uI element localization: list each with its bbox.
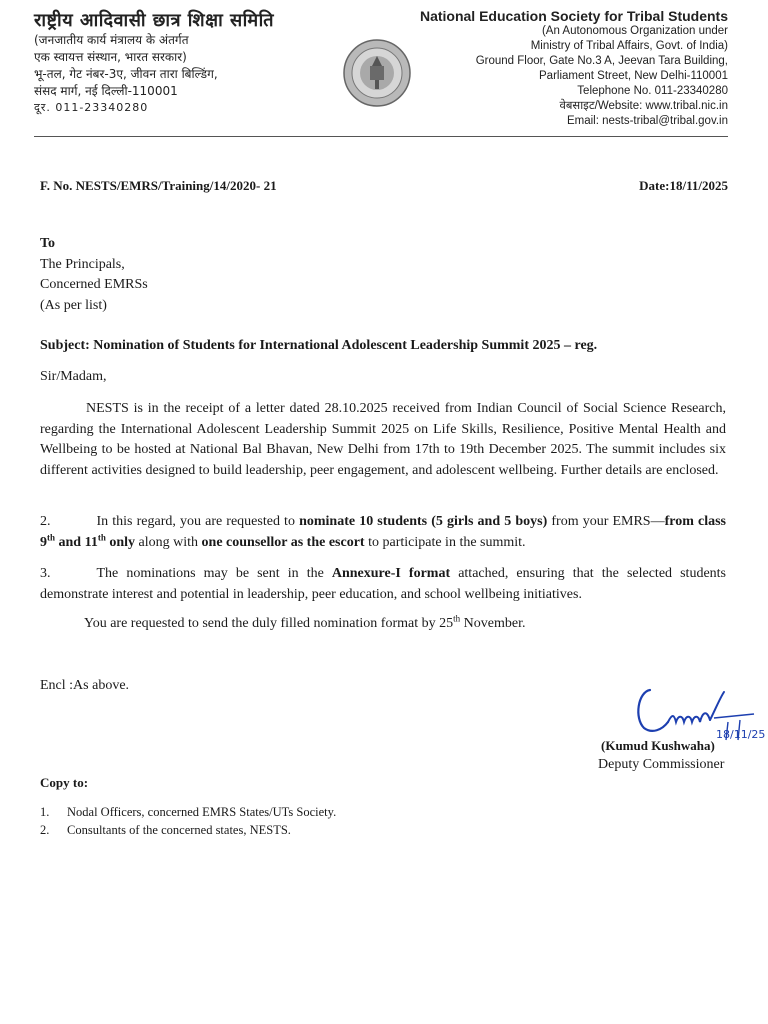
org-address-1: Ground Floor, Gate No.3 A, Jeevan Tara Building, (475, 55, 728, 67)
paragraph-2-bold: from class 9 (40, 514, 726, 550)
salutation: Sir/Madam, (40, 369, 107, 384)
paragraph-3-text: attached, ensuring that the selected students demonstrate interest and potential in leadership, peer education, and school wellbeing initiatives. (40, 566, 726, 602)
hindi-address-1: भू-तल, गेट नंबर-3ए, जीवन तारा बिल्डिंग, (34, 67, 218, 81)
letter-date: Date:18/11/2025 (639, 178, 728, 193)
addressee-line-3: (As per list) (40, 297, 107, 313)
paragraph-1-text: NESTS is in the receipt of a letter dated 28.10.2025 received from Indian Council of Social Science Research, regarding the International Adolescent Leadership Summit 2025 on Life Skills, Resilience, Positive Mental Health and Wellbeing to be hosted at National Bal Bhavan, New Delhi from 17th to 19th December 2025. The summit includes six different activities designed to build leadership, peer engagement, and adolescent wellbeing. Further details are enclosed. (40, 401, 726, 478)
enclosure-note: Encl :As above. (40, 678, 130, 693)
paragraph-2-text: In this regard, you are requested to (96, 514, 300, 529)
letterhead-english (420, 8, 728, 129)
addressee-line-1: The Principals, (40, 256, 125, 272)
paragraph-2-bold: one counsellor as the escort (201, 534, 365, 550)
nests-emblem-icon (342, 38, 412, 108)
list-item-number: 2. (40, 823, 50, 837)
paragraph-2-text: from your EMRS— (547, 514, 665, 529)
paragraph-2-bold: and 11 (55, 534, 98, 550)
letterhead-divider (34, 136, 728, 137)
file-number: F. No. NESTS/EMRS/Training/14/2020- 21 (40, 178, 277, 193)
addressee-block (40, 234, 340, 316)
copy-to-heading: Copy to: (40, 775, 89, 790)
paragraph-2-number: 2. (40, 514, 51, 529)
paragraph-2-text: along with (135, 534, 202, 550)
org-title: National Education Society for Tribal Students (419, 8, 728, 24)
paragraph-1 (40, 399, 726, 481)
list-item-number: 1. (40, 805, 50, 819)
org-website: वेबसाइट/Website: www.tribal.nic.in (559, 100, 728, 112)
hindi-org-title: राष्ट्रीय आदिवासी छात्र शिक्षा समिति (34, 10, 275, 31)
list-item (40, 803, 540, 821)
paragraph-3-number: 3. (40, 566, 51, 581)
list-item (40, 821, 540, 839)
paragraph-3-bold: Annexure-I format (331, 566, 451, 581)
hindi-line-2: एक स्वायत्त संस्थान, भारत सरकार) (34, 50, 187, 64)
org-subtitle-1: (An Autonomous Organization under (541, 25, 728, 37)
superscript: th (47, 531, 56, 542)
list-item-text: Nodal Officers, concerned EMRS States/UTs Society. (67, 805, 337, 819)
paragraph-2-bold: only (105, 534, 136, 550)
paragraph-3 (40, 564, 726, 605)
org-email: Email: nests-tribal@tribal.gov.in (566, 115, 728, 127)
paragraph-4-text: You are requested to send the duly filled nomination format by 25 (84, 616, 454, 631)
hindi-phone: दूर. 011-23340280 (34, 101, 149, 114)
signer-name: (Kumud Kushwaha) (601, 738, 715, 753)
superscript: th (97, 531, 106, 542)
hindi-line-1: (जनजातीय कार्य मंत्रालय के अंतर्गत (34, 33, 189, 47)
org-address-2: Parliament Street, New Delhi-110001 (539, 70, 728, 82)
paragraph-3-text: The nominations may be sent in the (96, 566, 332, 581)
paragraph-2-bold: nominate 10 students (5 girls and 5 boys) (299, 514, 548, 529)
copy-to-list (40, 803, 540, 839)
superscript: th (453, 613, 461, 624)
hindi-address-2: संसद मार्ग, नई दिल्ली-110001 (34, 84, 178, 98)
signer-designation: Deputy Commissioner (598, 757, 725, 772)
org-telephone: Telephone No. 011-23340280 (577, 85, 728, 97)
addressee-line-2: Concerned EMRSs (40, 277, 148, 292)
to-label: To (40, 236, 56, 251)
paragraph-2 (40, 512, 726, 553)
paragraph-4-text: November. (460, 616, 526, 631)
svg-text:18/11/25: 18/11/25 (716, 728, 766, 741)
paragraph-2-text: to participate in the summit. (364, 534, 526, 550)
paragraph-4 (84, 614, 724, 635)
list-item-text: Consultants of the concerned states, NESTS. (67, 823, 291, 837)
letter-subject: Subject: Nomination of Students for International Adolescent Leadership Summit 2025 – reg. (40, 338, 598, 353)
org-subtitle-2: Ministry of Tribal Affairs, Govt. of India) (530, 40, 728, 52)
letterhead-hindi (34, 8, 274, 116)
